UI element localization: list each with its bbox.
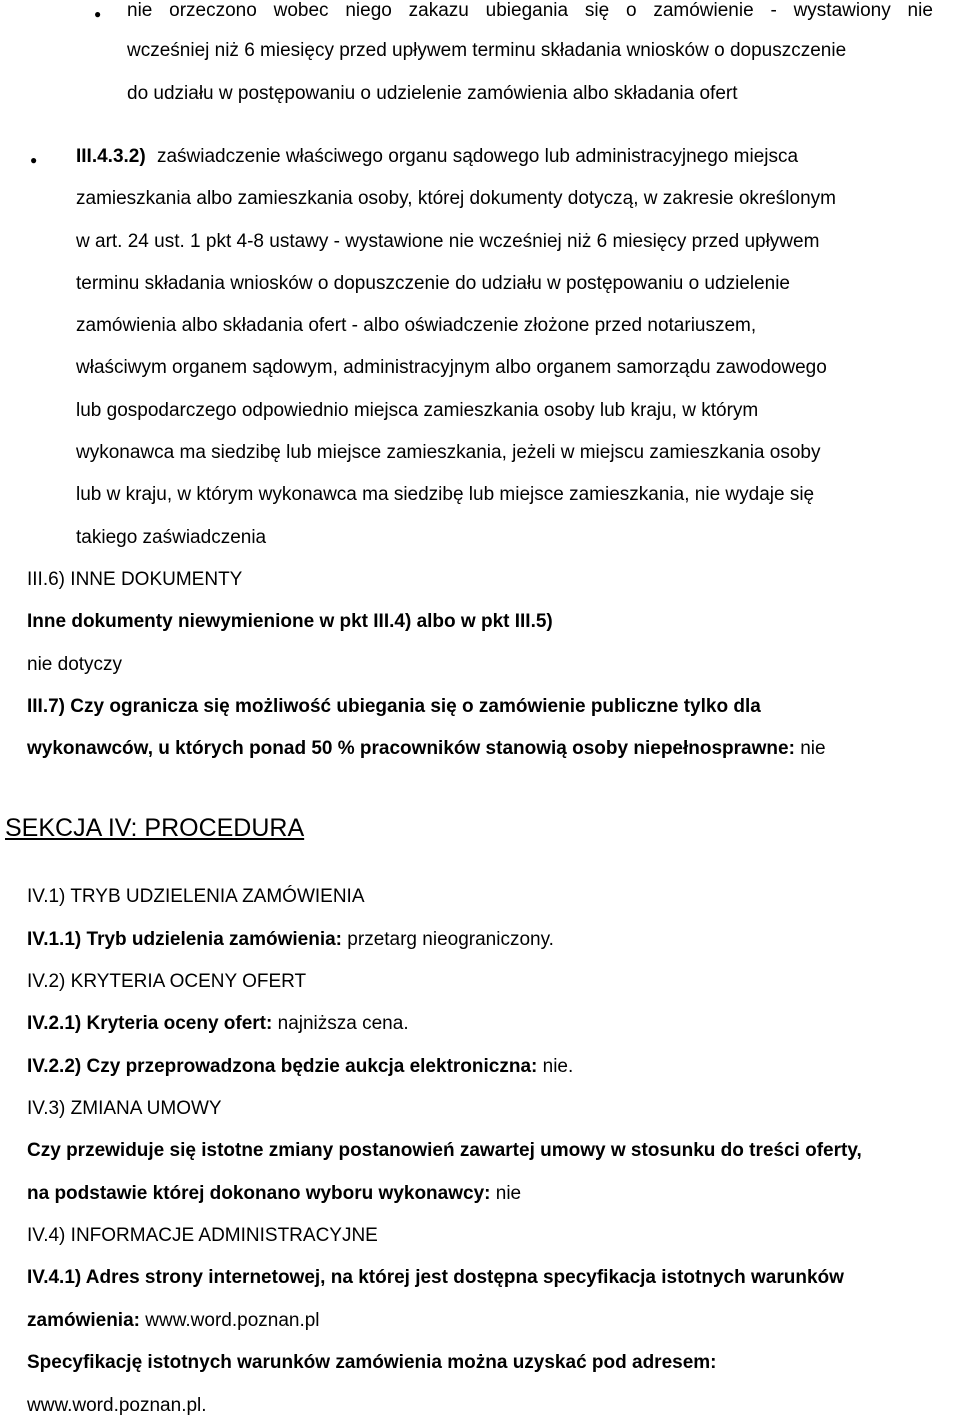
bullet2-line10: takiego zaświadczenia (76, 527, 267, 548)
s37-line2 (27, 738, 826, 760)
iv3-line2-text: na podstawie której dokonano wyboru wykonawcy: (27, 1183, 491, 1204)
iv4-line1-text: IV.4.1) Adres strony internetowej, na której jest dostępna specyfikacja istotnych warunków (27, 1267, 844, 1288)
bullet2-code: III.4.3.2) (76, 146, 146, 167)
word: ubiegania (485, 0, 569, 21)
word: zakazu (408, 0, 469, 21)
word: niego (345, 0, 392, 21)
bullet1-line1-text (127, 0, 933, 22)
iv1-line (27, 929, 554, 951)
iv3-line1 (27, 1140, 862, 1162)
bullet-icon: ● (94, 7, 102, 21)
iv2-line2 (27, 1056, 573, 1078)
iv2-line1 (27, 1013, 409, 1035)
iv2-l2-value: nie. (542, 1056, 574, 1077)
iv4-url1: www.word.poznan.pl (145, 1310, 320, 1331)
bullet2-line1-text: zaświadczenie właściwego organu sądowego lub administracyjnego miejsca (156, 146, 799, 167)
bullet2-line9: lub w kraju, w którym wykonawca ma siedzibę lub miejsce zamieszkania, nie wydaje się (76, 484, 815, 505)
bullet1-line1 (127, 0, 933, 22)
word: nie (907, 0, 933, 21)
bullet2-line8: wykonawca ma siedzibę lub miejsce zamieszkania, jeżeli w miejscu zamieszkania osoby (76, 442, 821, 463)
bullet2-line6: właściwym organem sądowym, administracyjnym albo organem samorządu zawodowego (76, 357, 827, 378)
s36-heading: III.6) INNE DOKUMENTY (27, 569, 243, 590)
iv2-l1-value: najniższa cena. (277, 1013, 409, 1034)
s37-line1-text: III.7) Czy ogranicza się możliwość ubiegania się o zamówienie publiczne tylko dla (27, 696, 761, 717)
bullet2-line4: terminu składania wniosków o dopuszczenie do udziału w postępowaniu o udzielenie (76, 273, 790, 294)
iv1-label: IV.1.1) Tryb udzielenia zamówienia: (27, 929, 343, 950)
iv3-line1-text: Czy przewiduje się istotne zmiany postanowień zawartej umowy w stosunku do treści oferty, (27, 1140, 862, 1161)
iv4-line3 (27, 1352, 717, 1374)
word: wobec (273, 0, 329, 21)
s37-line2-text: wykonawców, u których ponad 50 % pracowników stanowią osoby niepełnosprawne: (27, 738, 795, 759)
bullet2-line5: zamówienia albo składania ofert - albo oświadczenie złożone przed notariuszem, (76, 315, 757, 336)
iv4-line1 (27, 1267, 844, 1289)
bullet1-line2: wcześniej niż 6 miesięcy przed upływem terminu składania wniosków o dopuszczenie (127, 40, 847, 61)
word: zamówienie (653, 0, 754, 21)
word: nie (127, 0, 153, 21)
word: - (770, 0, 777, 21)
bullet1-line3: do udziału w postępowaniu o udzielenie zamówienia albo składania ofert (127, 83, 738, 104)
iv4-line2-text: zamówienia: (27, 1310, 140, 1331)
word: się (584, 0, 610, 21)
bullet2-line3: w art. 24 ust. 1 pkt 4-8 ustawy - wystawione nie wcześniej niż 6 miesięcy przed upływem (76, 231, 820, 252)
section-title: SEKCJA IV: PROCEDURA (5, 814, 305, 842)
iv3-heading: IV.3) ZMIANA UMOWY (27, 1098, 222, 1119)
bullet2-line2: zamieszkania albo zamieszkania osoby, której dokumenty dotyczą, w zakresie określonym (76, 188, 836, 209)
iv1-heading: IV.1) TRYB UDZIELENIA ZAMÓWIENIA (27, 886, 365, 907)
s37-value: nie (800, 738, 826, 759)
iv4-heading: IV.4) INFORMACJE ADMINISTRACYJNE (27, 1225, 378, 1246)
s36-value: nie dotyczy (27, 654, 123, 675)
iv2-l1-label: IV.2.1) Kryteria oceny ofert: (27, 1013, 273, 1034)
bullet-icon: ● (30, 153, 38, 167)
word: o (625, 0, 637, 21)
s36-label (27, 611, 553, 633)
iv2-heading: IV.2) KRYTERIA OCENY OFERT (27, 971, 307, 992)
iv1-value: przetarg nieograniczony. (347, 929, 554, 950)
word: wystawiony (793, 0, 891, 21)
iv3-value: nie (495, 1183, 522, 1204)
iv3-line2 (27, 1183, 521, 1205)
s36-label-text: Inne dokumenty niewymienione w pkt III.4) albo w pkt III.5) (27, 611, 553, 632)
iv4-line2 (27, 1310, 320, 1332)
bullet2-line7: lub gospodarczego odpowiednio miejsca zamieszkania osoby lub kraju, w którym (76, 400, 759, 421)
iv4-url2: www.word.poznan.pl. (27, 1395, 207, 1416)
word: orzeczono (169, 0, 257, 21)
bullet2-line1 (76, 146, 798, 168)
iv4-line3-text: Specyfikację istotnych warunków zamówienia można uzyskać pod adresem: (27, 1352, 717, 1373)
iv2-l2-label: IV.2.2) Czy przeprowadzona będzie aukcja elektroniczna: (27, 1056, 538, 1077)
s37-line1 (27, 696, 761, 718)
